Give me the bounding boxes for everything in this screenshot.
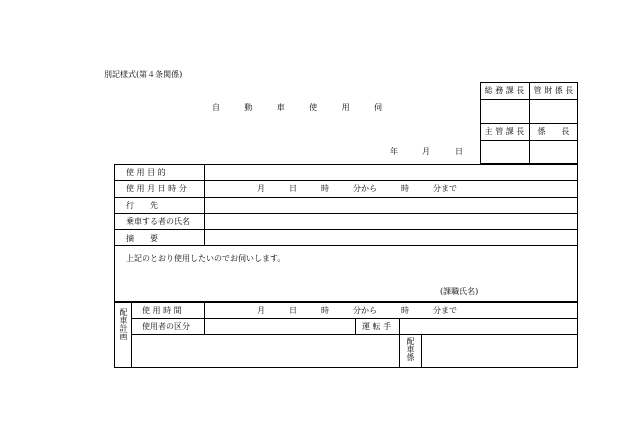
row-label-remarks: 摘 要 — [126, 234, 158, 243]
approval-head-manager: 主 管 課 長 — [484, 127, 525, 136]
approval-head-general-affairs: 総 務 課 長 — [484, 86, 525, 95]
title-char: 動 — [244, 103, 253, 112]
row-label-destination: 行 先 — [126, 201, 158, 210]
row-label-datetime: 使 用 月 日 時 分 — [126, 184, 187, 193]
dispatch-value-use-time: 月 日 時 分から 時 分まで — [257, 306, 457, 315]
form-title — [212, 103, 382, 113]
form-label: 別記様式(第４条関係) — [104, 70, 183, 79]
signature-label: (課職氏名) — [440, 287, 479, 296]
row-label-purpose: 使 用 目 的 — [126, 168, 166, 177]
dispatch-label-user-class: 使用者の区分 — [142, 322, 190, 331]
approval-head-chief: 係 長 — [537, 127, 570, 136]
dispatch-label-driver: 運 転 手 — [362, 322, 392, 331]
title-char: 自 — [212, 103, 220, 112]
title-char: 用 — [341, 103, 350, 112]
row-label-passengers: 乗車する者の氏名 — [126, 217, 190, 226]
date-year: 年 — [390, 147, 398, 156]
approval-head-property: 管 財 係 長 — [533, 86, 574, 95]
title-char: 車 — [276, 103, 285, 112]
dispatch-label-dispatcher: 配車係 — [406, 337, 415, 361]
date-day: 日 — [455, 147, 463, 156]
request-text: 上記のとおり使用したいのでお伺いします。 — [126, 254, 286, 263]
title-char: 伺 — [373, 103, 382, 112]
dispatch-label-use-time: 使 用 時 間 — [142, 306, 182, 315]
dispatch-side-label: 配車計画 — [119, 308, 128, 340]
title-char: 使 — [309, 103, 318, 112]
date-month: 月 — [422, 147, 430, 156]
row-value-datetime: 月 日 時 分から 時 分まで — [257, 184, 457, 193]
usage-table — [114, 164, 578, 246]
